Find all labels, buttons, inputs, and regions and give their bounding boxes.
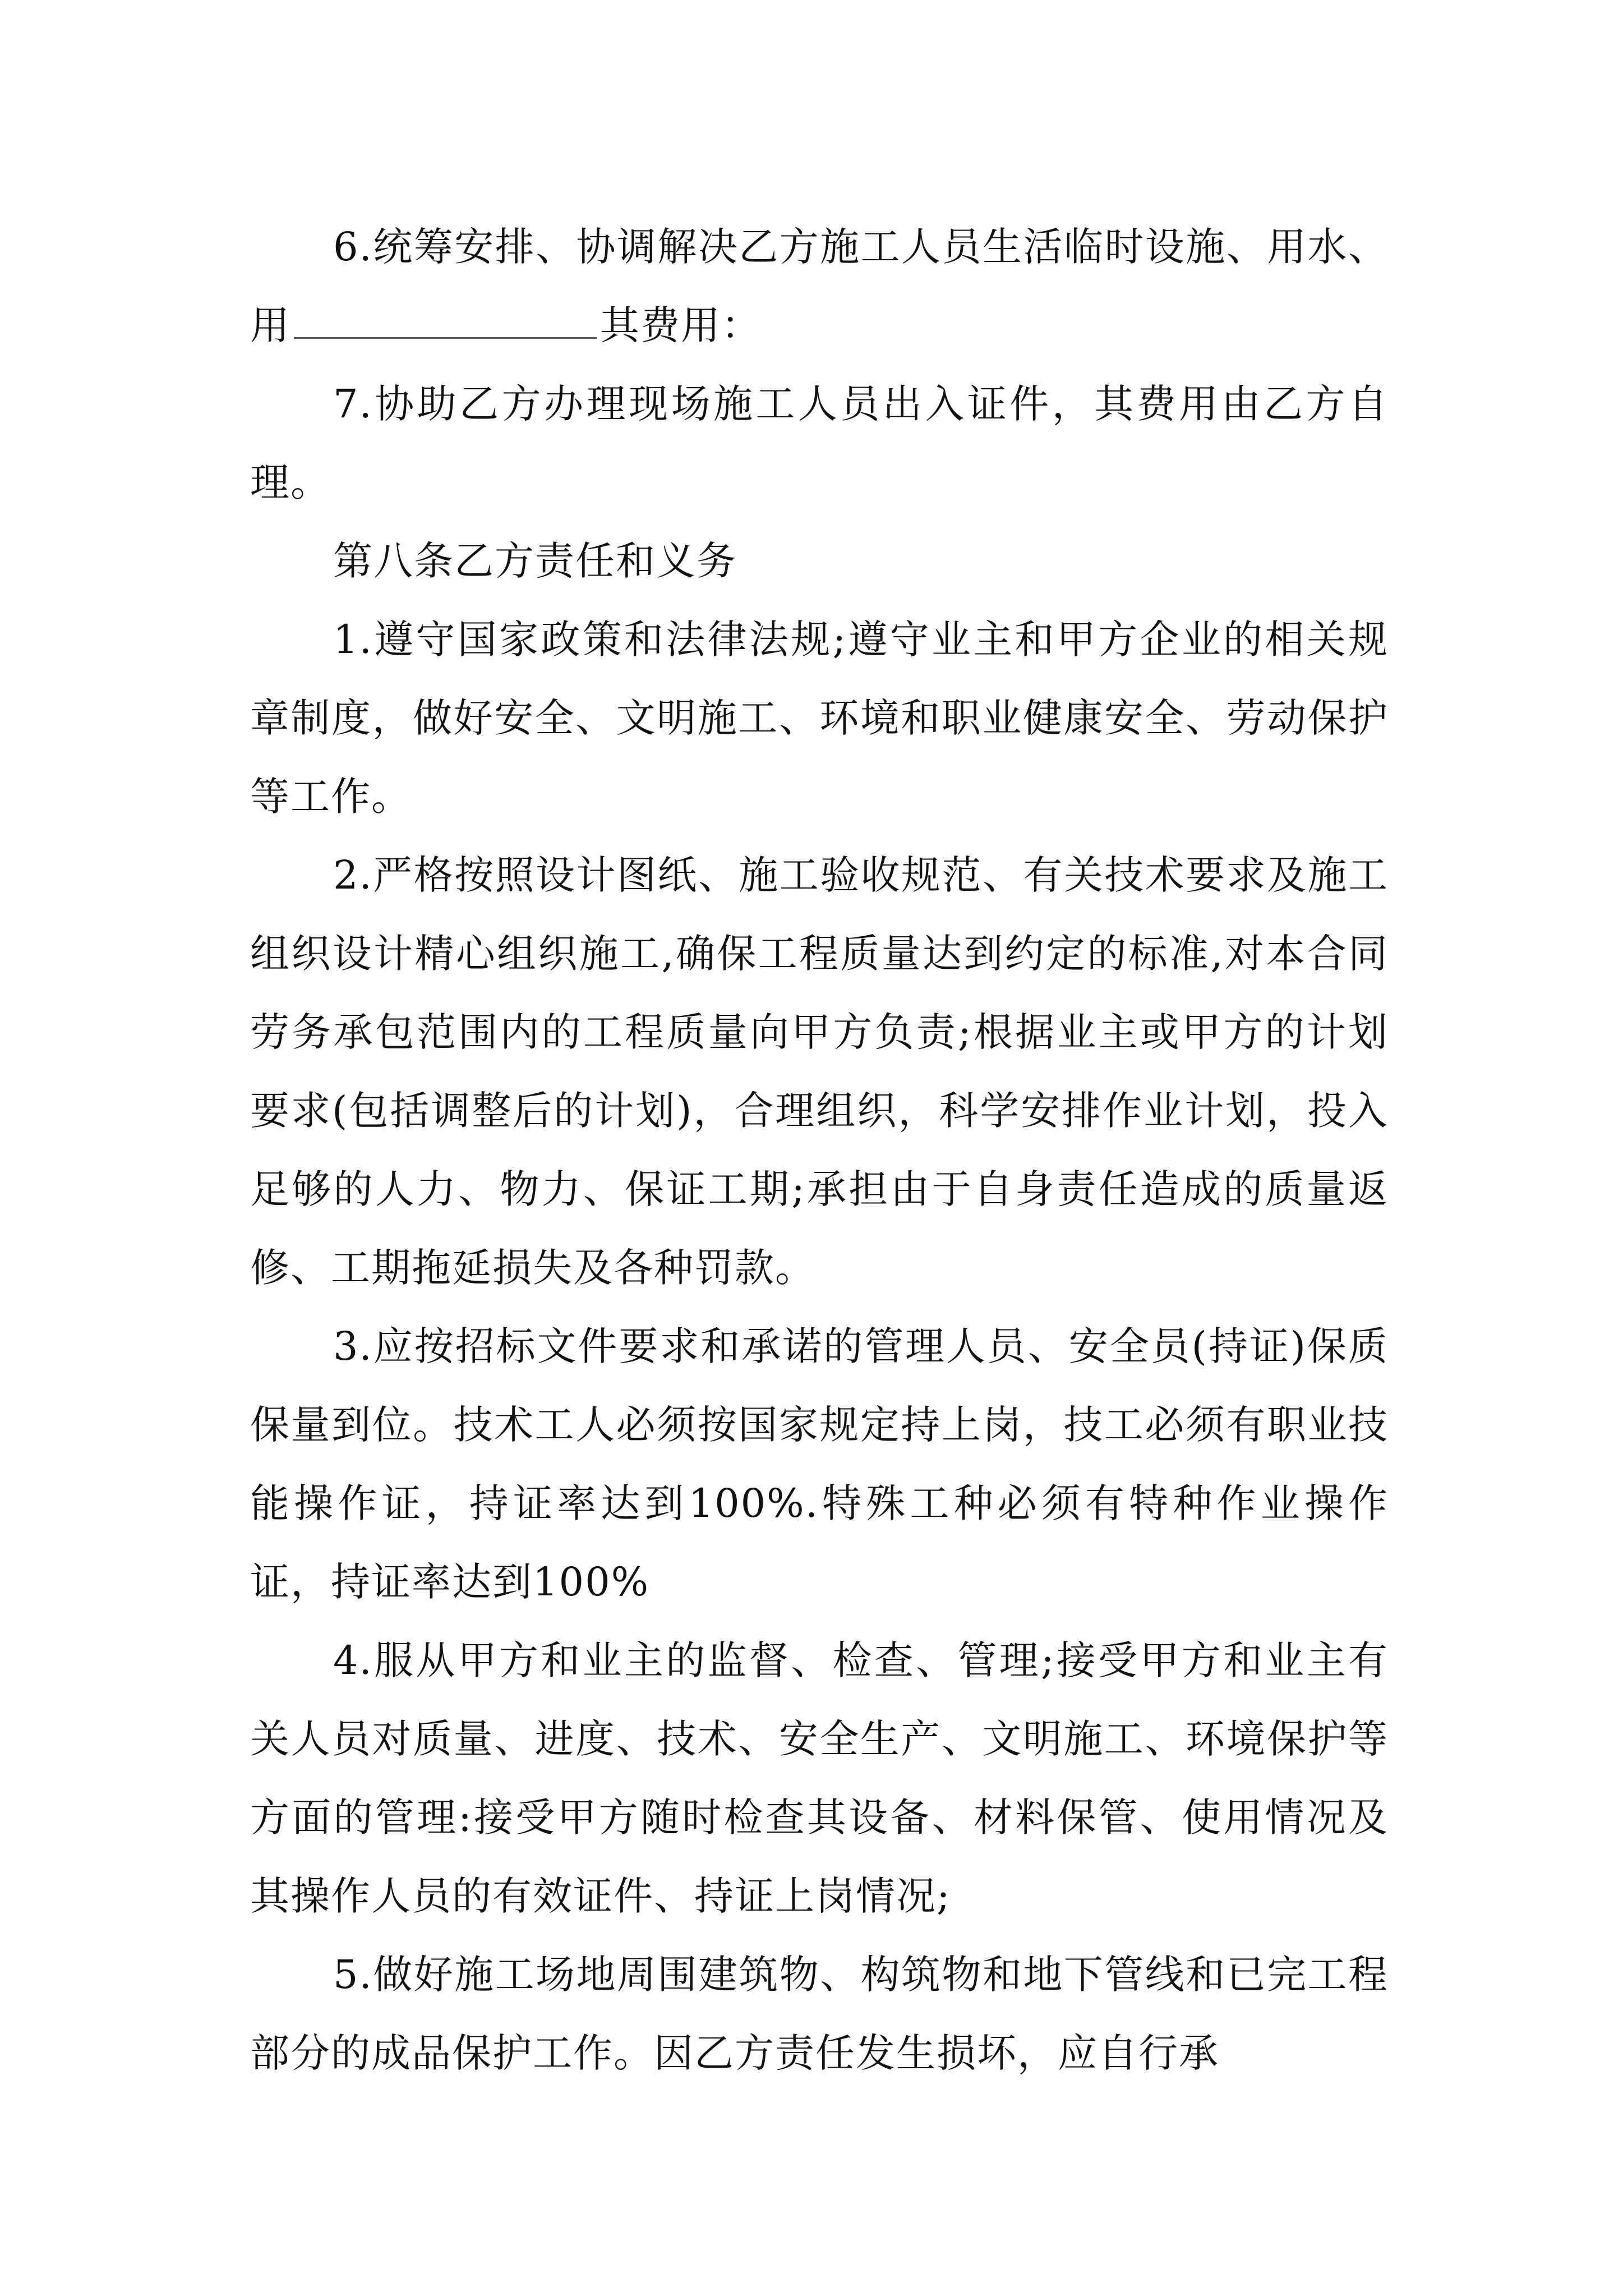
clause-item-6-text: 6.统筹安排、协调解决乙方施工人员生活临时设施、用水、用 [250, 224, 1389, 348]
fill-in-blank [294, 298, 597, 339]
clause-item-6-text-end: 其费用： [600, 302, 762, 348]
article-8-item-2: 2.严格按照设计图纸、施工验收规范、有关技术要求及施工组织设计精心组织施工,确保工程质量达到约定的标准,对本合同劳务承包范围内的工程质量向甲方负责;根据业主或甲方的计划要求(包括调整后的计划)，合理组织，科学安排作业计划，投入足够的人力、物力、保证工期;承担由于自身责任造成的质量返修、工期拖延损失及各种罚款。 [250, 852, 1389, 1291]
article-8-heading: 第八条乙方责任和义务 [333, 538, 737, 584]
article-8-item-1: 1.遵守国家政策和法律法规;遵守业主和甲方企业的相关规章制度，做好安全、文明施工、环境和职业健康安全、劳动保护等工作。 [250, 616, 1389, 820]
clause-item-7: 7.协助乙方办理现场施工人员出入证件，其费用由乙方自理。 [250, 381, 1389, 505]
article-8-item-5: 5.做好施工场地周围建筑物、构筑物和地下管线和已完工程部分的成品保护工作。因乙方责任发生损坏，应自行承 [250, 1952, 1389, 2076]
clause-item-6 [250, 208, 1389, 365]
article-8-item-3: 3.应按招标文件要求和承诺的管理人员、安全员(持证)保质保量到位。技术工人必须按国家规定持上岗，技工必须有职业技能操作证，持证率达到100%.特殊工种必须有特种作业操作证，持证率达到100% [250, 1323, 1389, 1605]
contract-text-body [250, 208, 1389, 2092]
article-8-item-4: 4.服从甲方和业主的监督、检查、管理;接受甲方和业主有关人员对质量、进度、技术、安全生产、文明施工、环境保护等方面的管理:接受甲方随时检查其设备、材料保管、使用情况及其操作人员的有效证件、持证上岗情况; [250, 1637, 1389, 1919]
